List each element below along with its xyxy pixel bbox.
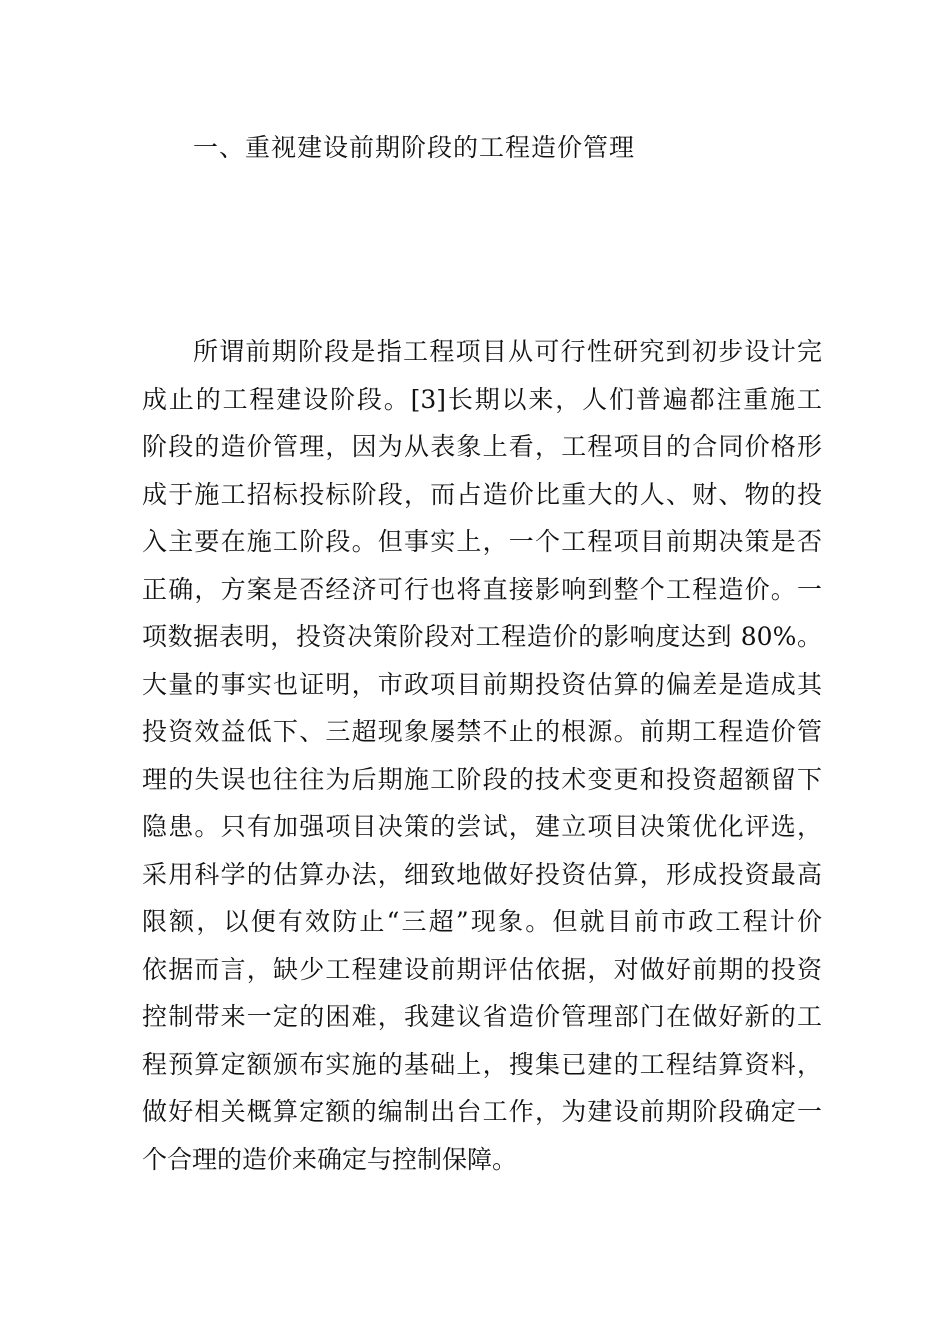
body-paragraph [142, 328, 822, 1183]
paragraph-line: 成止的工程建设阶段。[3]长期以来，人们普遍都注重施工 [142, 384, 822, 414]
paragraph-line: 成于施工招标投标阶段，而占造价比重大的人、财、物的投 [142, 479, 822, 509]
paragraph-line: 采用科学的估算办法，细致地做好投资估算，形成投资最高 [142, 859, 822, 889]
paragraph-line: 理的失误也往往为后期施工阶段的技术变更和投资超额留下 [142, 764, 822, 794]
paragraph-line: 依据而言，缺少工程建设前期评估依据，对做好前期的投资 [142, 954, 822, 984]
paragraph-line: 隐患。只有加强项目决策的尝试，建立项目决策优化评选， [142, 812, 822, 841]
paragraph-line: 限额，以便有效防止“三超”现象。但就目前市政工程计价 [142, 907, 822, 936]
paragraph-line: 控制带来一定的困难，我建议省造价管理部门在做好新的工 [142, 1002, 822, 1031]
paragraph-line: 投资效益低下、三超现象屡禁不止的根源。前期工程造价管 [142, 717, 822, 746]
paragraph-line: 项数据表明，投资决策阶段对工程造价的影响度达到 80%。 [142, 622, 822, 651]
section-heading: 一、重视建设前期阶段的工程造价管理 [193, 133, 636, 162]
paragraph-line: 程预算定额颁布实施的基础上，搜集已建的工程结算资料， [142, 1049, 822, 1079]
paragraph-line: 正确，方案是否经济可行也将直接影响到整个工程造价。一 [142, 574, 822, 604]
paragraph-line: 大量的事实也证明，市政项目前期投资估算的偏差是造成其 [142, 669, 822, 699]
paragraph-line: 阶段的造价管理，因为从表象上看，工程项目的合同价格形 [142, 432, 822, 461]
paragraph-line: 个合理的造价来确定与控制保障。 [142, 1144, 518, 1174]
paragraph-line: 做好相关概算定额的编制出台工作，为建设前期阶段确定一 [142, 1097, 822, 1126]
paragraph-line: 所谓前期阶段是指工程项目从可行性研究到初步设计完 [193, 337, 822, 366]
paragraph-line: 入主要在施工阶段。但事实上，一个工程项目前期决策是否 [142, 527, 822, 556]
